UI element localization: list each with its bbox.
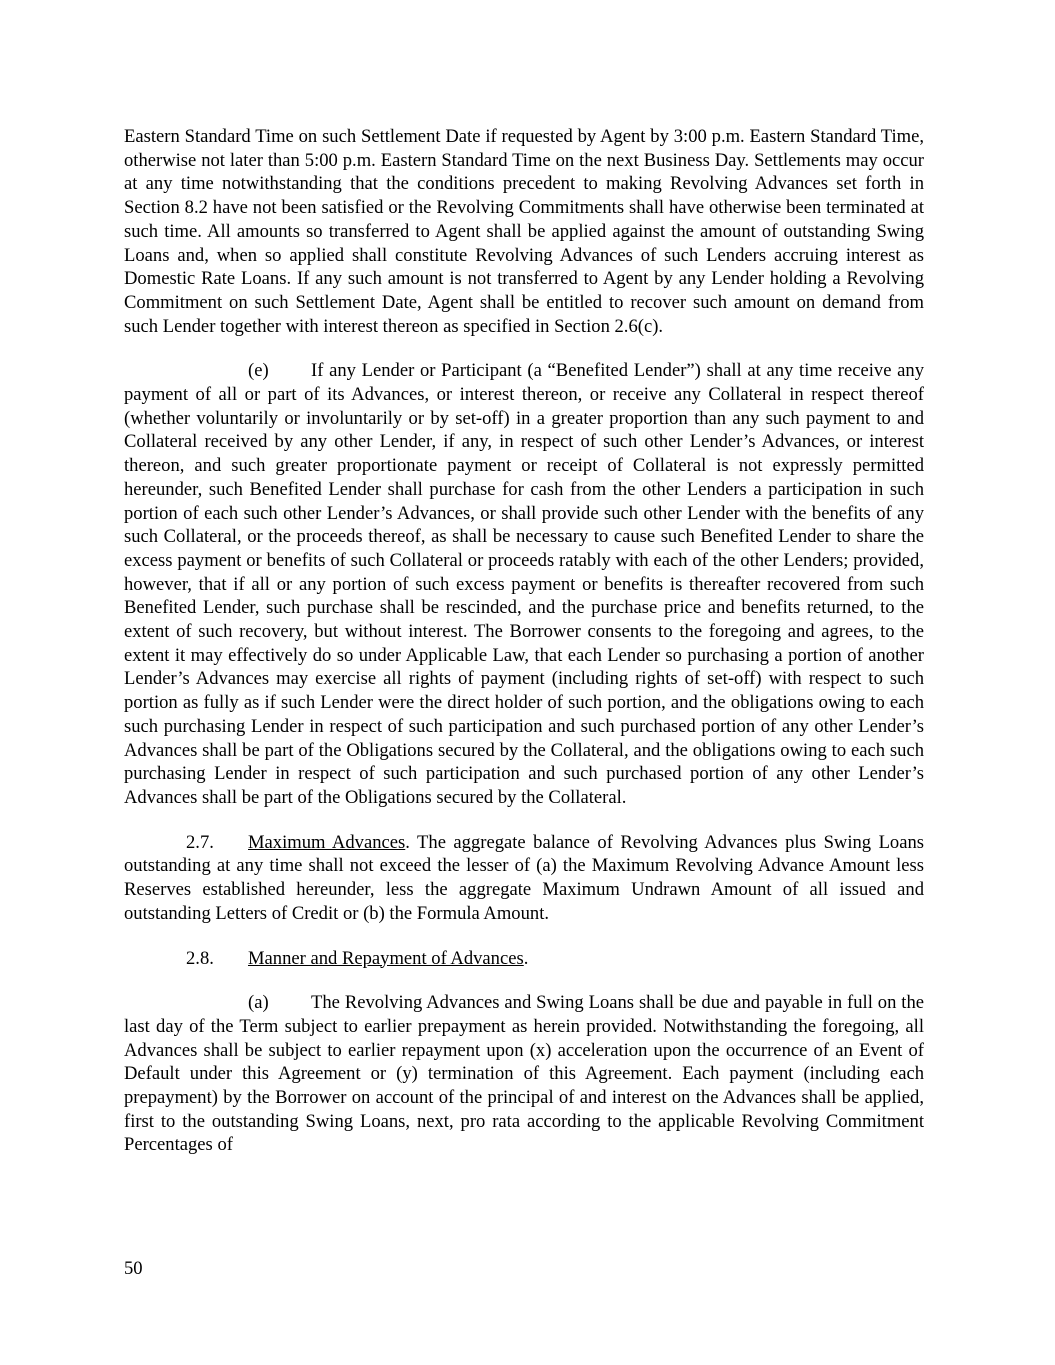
paragraph-e	[124, 359, 924, 809]
page-number: 50	[124, 1258, 143, 1279]
section-2-8-number: 2.8.	[186, 947, 214, 969]
paragraph-a-number: (a)	[248, 992, 269, 1014]
section-2-7-heading: Maximum Advances	[248, 831, 406, 853]
section-2-8-heading: Manner and Repayment of Advances	[248, 947, 524, 969]
paragraph-e-text: If any Lender or Participant (a “Benefited Lender”) shall at any time receive any payment of all or part of its Advances, or interest thereon, or receive any Collateral in respect thereof (whether voluntarily or involuntarily or by set-off) in a greater proportion than any such payment to and Collateral received by any other Lender, if any, in respect of such other Lender’s Advances, or interest thereon, and such greater proportionate payment or receipt of Collateral is not expressly permitted hereunder, such Benefited Lender shall purchase for cash from the other Lenders a participation in such portion of each such other Lender’s Advances, or shall provide such other Lender with the benefits of any such Collateral, or the proceeds thereof, as shall be necessary to cause such Benefited Lender to share the excess payment or benefits of such Collateral or proceeds ratably with each of the other Lenders; provided, however, that if all or any portion of such excess payment or benefits is thereafter recovered from such Benefited Lender, such purchase shall be rescinded, and the purchase price and benefits returned, to the extent of such recovery, but without interest. The Borrower consents to the foregoing and agrees, to the extent it may effectively do so under Applicable Law, that each Lender so purchasing a portion of another Lender’s Advances may exercise all rights of payment (including rights of set-off) with respect to such portion as fully as if such Lender were the direct holder of such portion, and the obligations owing to each such purchasing Lender in respect of such participation and such purchased portion of any other Lender’s Advances shall be part of the Obligations secured by the Collateral, and the obligations owing to each such purchasing Lender in respect of such participation and such purchased portion of any other Lender’s Advances shall be part of the Obligations secured by the Collateral.	[124, 360, 924, 808]
section-2-7	[124, 831, 924, 926]
paragraph-e-number: (e)	[248, 360, 269, 382]
section-2-8	[124, 947, 924, 971]
paragraph-continuation: Eastern Standard Time on such Settlement Date if requested by Agent by 3:00 p.m. Eastern Standard Time, otherwise not later than 5:00 p.m. Eastern Standard Time on the next Business Day. Settlements may occur at any time notwithstanding that the conditions precedent to making Revolving Advances set forth in Section 8.2 have not been satisfied or the Revolving Commitments shall have otherwise been terminated at such time. All amounts so transferred to Agent shall be applied against the amount of outstanding Swing Loans and, when so applied shall constitute Revolving Advances of such Lenders accruing interest as Domestic Rate Loans. If any such amount is not transferred to Agent by any Lender holding a Revolving Commitment on such Settlement Date, Agent shall be entitled to recover such amount on demand from such Lender together with interest thereon as specified in Section 2.6(c).	[124, 126, 924, 337]
section-2-8-suffix: .	[523, 947, 529, 969]
section-2-7-number: 2.7.	[186, 831, 214, 853]
section-2-7-text: . The aggregate balance of Revolving Advances plus Swing Loans outstanding at any time shall not exceed the lesser of (a) the Maximum Revolving Advance Amount less Reserves established hereunder, less the aggregate Maximum Undrawn Amount of all issued and outstanding Letters of Credit or (b) the Formula Amount.	[124, 831, 925, 924]
paragraph-a	[124, 991, 924, 1157]
paragraph-a-text: The Revolving Advances and Swing Loans shall be due and payable in full on the last day of the Term subject to earlier prepayment as herein provided. Notwithstanding the foregoing, all Advances shall be subject to earlier repayment upon (x) acceleration upon the occurrence of an Event of Default under this Agreement or (y) termination of this Agreement. Each payment (including each prepayment) by the Borrower on account of the principal of and interest on the Advances shall be applied, first to the outstanding Swing Loans, next, pro rata according to the applicable Revolving Commitment Percentages of	[124, 992, 924, 1156]
document-page	[124, 125, 924, 1157]
